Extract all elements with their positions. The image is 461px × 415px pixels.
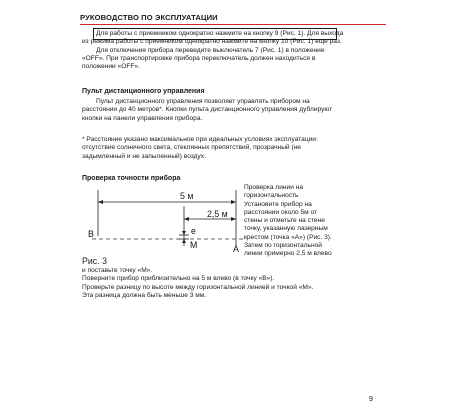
intro-paragraph xyxy=(82,30,387,71)
footnote-line-1: * Расстояние указано максимальное при идеальных условиях эксплуатации: xyxy=(82,136,318,143)
after-line-1: и поставьте точку «М». xyxy=(82,267,153,274)
label-25m: 2,5 м xyxy=(207,209,228,219)
label-5m: 5 м xyxy=(180,191,194,201)
side-line-2: горизонтальность xyxy=(244,192,299,200)
intro-line-1: Для работы с приемником однократно нажмите на кнопку 9 (Рис. 1). Для выхода xyxy=(96,30,344,37)
accuracy-after-text xyxy=(82,267,387,300)
page-header-title: РУКОВОДСТВО ПО ЭКСПЛУАТАЦИИ xyxy=(80,13,218,22)
footnote-line-2: отсутствие солнечного света, стеклянных препятствий, прозрачный (не xyxy=(82,144,301,152)
intro-line-4: «OFF». При транспортировке прибора переключатель должен находиться в xyxy=(82,54,316,62)
side-line-7: крестом (точка «А») (Рис. 3). xyxy=(244,233,332,241)
side-line-5: стены и отметьте на стене xyxy=(244,217,325,225)
side-line-8: Затем по горизонтальной xyxy=(244,242,322,250)
accuracy-side-text xyxy=(244,184,356,259)
accuracy-heading: Проверка точности прибора xyxy=(82,175,181,182)
intro-line-5: положении «OFF». xyxy=(82,63,140,71)
after-line-4: Эта разница должна быть меньше 3 мм. xyxy=(82,291,207,299)
arrow-right-5m xyxy=(231,200,236,204)
side-line-6: точку, указанную лазерным xyxy=(244,225,328,233)
remote-line-3: кнопки на панели управления прибора. xyxy=(82,114,203,122)
footnote-line-3: задымленный и не запыленный) воздух. xyxy=(82,152,206,160)
after-line-2: Поверните прибор приблизительно на 5 м влево (в точку «В»). xyxy=(82,275,275,283)
side-line-1: Проверка линии на xyxy=(244,184,304,191)
label-point-b: В xyxy=(88,229,94,239)
after-line-3: Проверьте разницу по высоте между горизонтальной линией и точкой «М». xyxy=(82,283,314,291)
side-line-3: Установите прибор на xyxy=(244,200,312,208)
page-number: 9 xyxy=(369,396,373,403)
intro-line-3: Для отключения прибора переведите выключатель 7 (Рис. 1) в положение xyxy=(96,46,325,54)
label-point-m: М xyxy=(190,240,198,250)
arrow-e-bottom xyxy=(182,239,186,243)
arrow-right-25m xyxy=(231,217,236,221)
figure-caption: Рис. 3 xyxy=(82,256,107,266)
label-e: е xyxy=(191,226,196,236)
arrow-left-5m xyxy=(98,200,103,204)
footnote-paragraph xyxy=(82,136,387,161)
remote-paragraph xyxy=(82,98,387,123)
arrow-e-top xyxy=(182,231,186,235)
side-line-4: расстоянии около 5м от xyxy=(244,208,318,216)
header-divider xyxy=(80,24,386,25)
intro-line-2: из режима работы с приемником однократно нажмите на кнопку 10 (Рис. 1) еще раз. xyxy=(82,38,342,46)
arrow-left-25m xyxy=(184,217,189,221)
remote-line-2: расстоянии до 40 метров*. Кнопки пульта дистанционного управления дублируют xyxy=(82,106,333,114)
label-point-a: А xyxy=(233,244,239,254)
remote-line-1: Пульт дистанционного управления позволяет управлять прибором на xyxy=(96,98,310,105)
side-line-9: линии примерно 2,5 м влево xyxy=(244,250,332,258)
remote-heading: Пульт дистанционного управления xyxy=(82,88,205,95)
